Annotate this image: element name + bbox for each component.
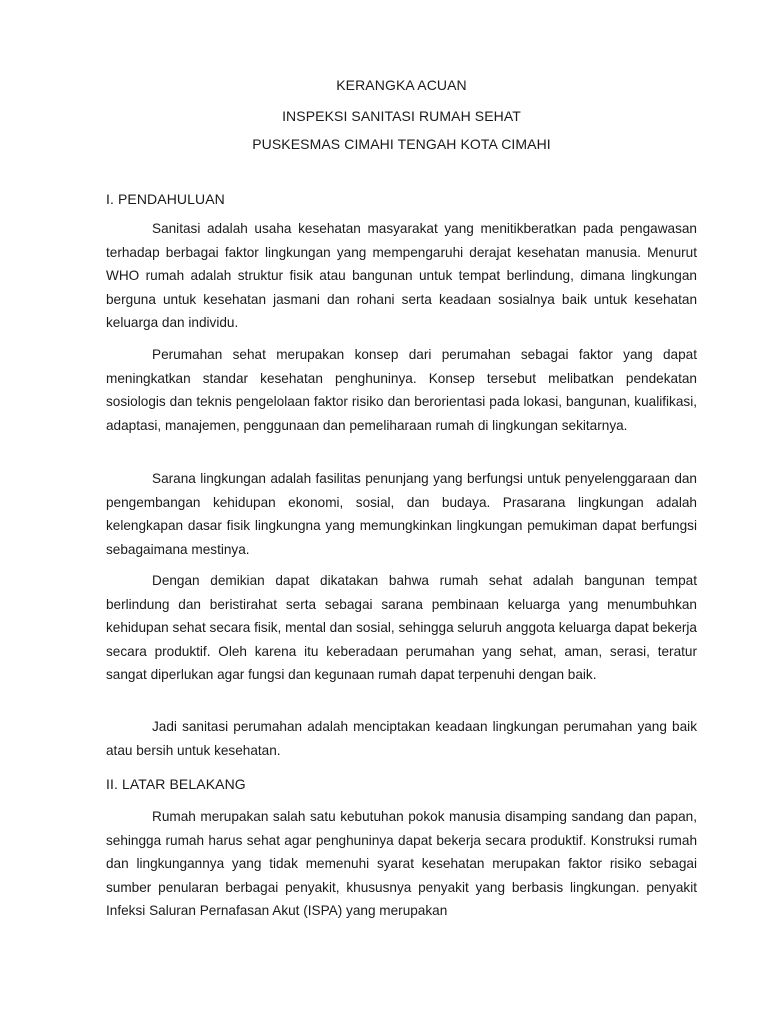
section-heading-latar-belakang: II. LATAR BELAKANG (106, 776, 246, 792)
paragraph: Dengan demikian dapat dikatakan bahwa rumah sehat adalah bangunan tempat berlindung dan beristirahat serta sebagai sarana pembinaan keluarga yang menumbuhkan kehidupan sehat secara fisik, mental dan sosial, sehingga seluruh anggota keluarga dapat bekerja secara produktif. Oleh karena itu keberadaan perumahan yang sehat, aman, serasi, teratur sangat diperlukan agar fungsi dan kegunaan rumah dapat terpenuhi dengan baik. (106, 573, 697, 682)
paragraph: Jadi sanitasi perumahan adalah menciptakan keadaan lingkungan perumahan yang baik atau bersih untuk kesehatan. (106, 719, 697, 758)
document-organization: PUSKESMAS CIMAHI TENGAH KOTA CIMAHI (252, 136, 551, 152)
paragraph: Perumahan sehat merupakan konsep dari perumahan sebagai faktor yang dapat meningkatkan standar kesehatan penghuninya. Konsep tersebut melibatkan pendekatan sosiologis dan teknis pengelolaan faktor risiko dan berorientasi pada lokasi, bangunan, kualifikasi, adaptasi, manajemen, penggunaan dan pemeliharaan rumah di lingkungan sekitarnya. (106, 347, 697, 433)
paragraph: Sarana lingkungan adalah fasilitas penunjang yang berfungsi untuk penyelenggaraan dan pengembangan kehidupan ekonomi, sosial, dan budaya. Prasarana lingkungan adalah kelengkapan dasar fisik lingkungna yang memungkinkan lingkungan pemukiman dapat berfungsi sebagaimana mestinya. (106, 471, 697, 557)
document-subtitle: INSPEKSI SANITASI RUMAH SEHAT (282, 108, 521, 124)
section-heading-pendahuluan: I. PENDAHULUAN (106, 191, 225, 207)
document-title: KERANGKA ACUAN (336, 77, 467, 93)
paragraph: Rumah merupakan salah satu kebutuhan pokok manusia disamping sandang dan papan, sehingga rumah harus sehat agar penghuninya dapat bekerja secara produktif. Konstruksi rumah dan lingkungannya yang tidak memenuhi syarat kesehatan merupakan faktor risiko sebagai sumber penularan berbagai penyakit, khususnya penyakit yang berbasis lingkungan. penyakit Infeksi Saluran Pernafasan Akut (ISPA) yang merupakan (106, 809, 697, 918)
paragraph: Sanitasi adalah usaha kesehatan masyarakat yang menitikberatkan pada pengawasan terhadap berbagai faktor lingkungan yang mempengaruhi derajat kesehatan manusia. Menurut WHO rumah adalah struktur fisik atau bangunan untuk tempat berlindung, dimana lingkungan berguna untuk kesehatan jasmani dan rohani serta keadaan sosialnya baik untuk kesehatan keluarga dan individu. (106, 221, 697, 330)
